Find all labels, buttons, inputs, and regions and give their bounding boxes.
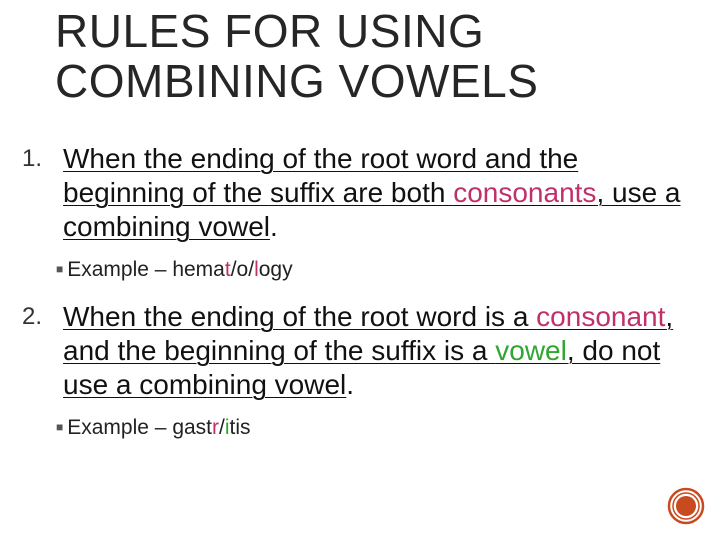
rule-1-number: 1.	[22, 145, 43, 172]
square-bullet-icon: ■	[56, 420, 64, 434]
example-word-part-b: /o/	[230, 258, 255, 281]
example-dash: –	[154, 416, 167, 439]
rule-1-text-part2: , use a combining vowel	[63, 177, 681, 242]
rule-2-text	[63, 300, 703, 402]
rule-2-text-part2: , and the beginning of the suffix is a	[63, 301, 674, 366]
orange-circle-logo-icon	[666, 486, 706, 526]
example-word-part-a: hema	[172, 258, 225, 281]
page-title	[55, 6, 538, 106]
example-vowel-letter: i	[224, 416, 230, 439]
rule-1-highlight-consonants: consonants	[453, 177, 597, 208]
example-consonant-letter: r	[212, 416, 220, 439]
example-word-part-a: gast	[172, 416, 213, 439]
example-word-part-c: tis	[229, 416, 251, 439]
rule-1-text-part1: When the ending of the root word and the beginning of the suffix are both	[63, 143, 579, 208]
rule-1-text-end: .	[270, 211, 278, 242]
rule-2-highlight-vowel: vowel	[495, 335, 567, 366]
title-line-1: RULES FOR USING	[55, 5, 485, 57]
title-line-2: COMBINING VOWELS	[55, 55, 539, 107]
example-dash: –	[154, 258, 167, 281]
rule-2-highlight-consonant: consonant	[536, 301, 666, 332]
example-consonant-letter: t	[224, 258, 231, 281]
rule-1-example	[56, 256, 293, 283]
example-label: Example	[67, 258, 149, 281]
example-word	[172, 416, 250, 439]
rule-2-text-end: .	[346, 369, 355, 400]
example-label: Example	[67, 416, 149, 439]
square-bullet-icon: ■	[56, 262, 64, 276]
rule-1-text	[63, 142, 703, 244]
example-word	[172, 258, 292, 281]
rule-2-example	[56, 414, 251, 441]
rule-2-text-part3: , do not use a combining vowel	[63, 335, 661, 400]
example-word-part-b: /	[219, 416, 225, 439]
rule-2-text-part1: When the ending of the root word is a	[63, 301, 537, 332]
example-word-part-c: ogy	[258, 258, 293, 281]
rule-2-number: 2.	[22, 303, 43, 330]
example-consonant-letter-2: l	[254, 258, 259, 281]
